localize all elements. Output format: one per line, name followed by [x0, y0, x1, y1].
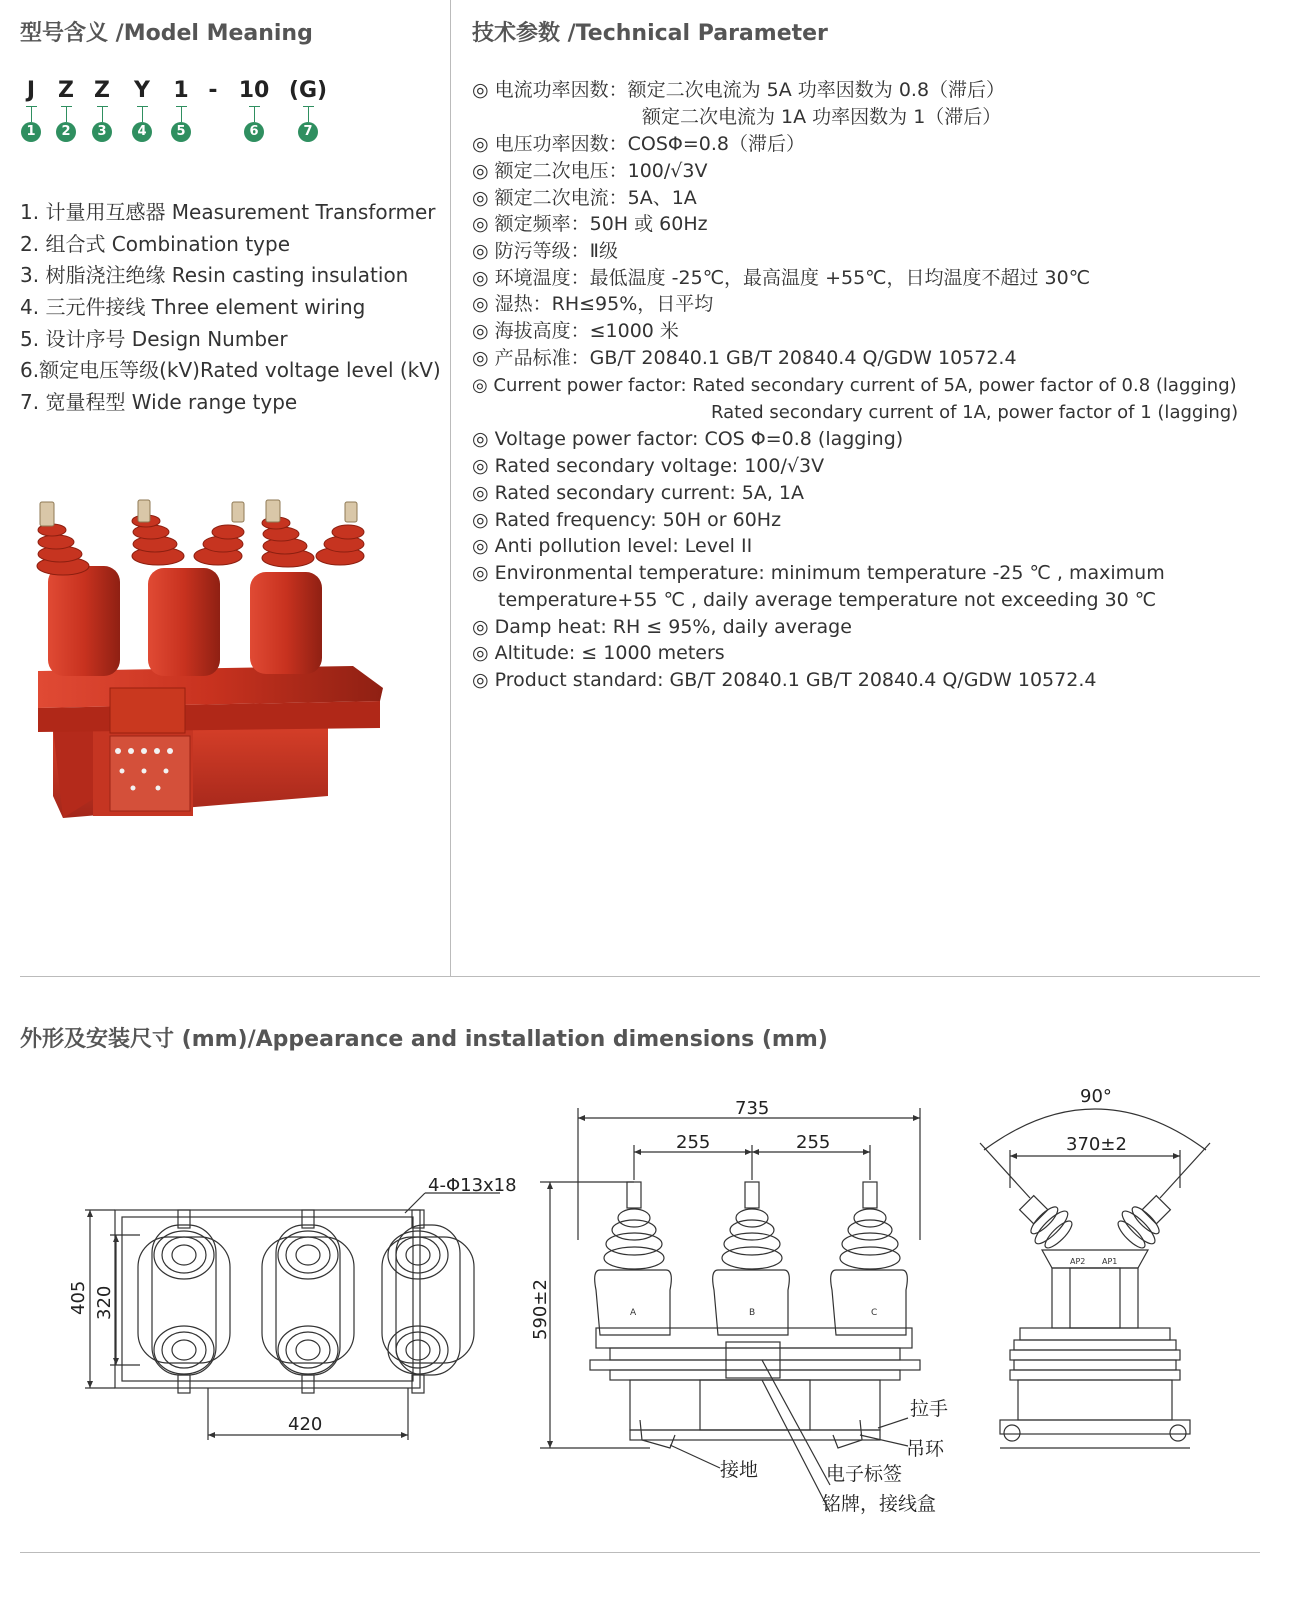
param-line: ◎ 电流功率因数：额定二次电流为 5A 功率因数为 0.8（滞后） — [472, 79, 1006, 101]
code-letter: Y — [134, 78, 150, 103]
param-line: ◎ Voltage power factor: COS Φ=0.8 (lagging) — [472, 428, 904, 450]
bottom-divider — [20, 1552, 1260, 1553]
param-line: 额定二次电流为 1A 功率因数为 1（滞后） — [642, 106, 1002, 128]
code-number-badge: 2 — [56, 122, 76, 142]
param-line: temperature+55 ℃ , daily average temperature not exceeding 30 ℃ — [498, 589, 1157, 611]
param-line: ◎ Damp heat: RH ≤ 95%, daily average — [472, 616, 852, 638]
meaning-item: 7. 宽量程型 Wide range type — [20, 390, 298, 414]
front-view-drawing — [530, 1090, 960, 1530]
angle-label: 90° — [1080, 1086, 1112, 1107]
param-line: ◎ 额定二次电流：5A、1A — [472, 187, 697, 209]
side-view-drawing — [970, 1078, 1220, 1468]
param-line: ◎ Product standard: GB/T 20840.1 GB/T 20840.4 Q/GDW 10572.4 — [472, 669, 1097, 691]
code-letter: J — [26, 78, 36, 103]
param-line: ◎ Rated secondary voltage: 100/√3V — [472, 455, 825, 477]
code-letter: (G) — [288, 78, 328, 103]
param-line: ◎ 额定二次电压：100/√3V — [472, 160, 708, 182]
hole-spec-label: 4-Φ13x18 — [428, 1175, 517, 1196]
height-inner-label: 320 — [94, 1285, 115, 1320]
meaning-item: 2. 组合式 Combination type — [20, 232, 291, 256]
mark-label: AP1 — [1102, 1257, 1118, 1266]
height-label: 590±2 — [530, 1279, 551, 1340]
phase-label: C — [871, 1308, 878, 1318]
meaning-item: 5. 设计序号 Design Number — [20, 327, 288, 351]
param-line: ◎ 湿热：RH≤95%，日平均 — [472, 293, 714, 315]
callout-nameplate: 铭牌，接线盒 — [822, 1493, 937, 1515]
param-line: ◎ 环境温度：最低温度 -25℃，最高温度 +55℃，日均温度不超过 30℃ — [472, 267, 1091, 289]
mark-label: AP2 — [1070, 1257, 1086, 1266]
code-letter: - — [208, 78, 218, 103]
param-line: ◎ Current power factor: Rated secondary current of 5A, power factor of 0.8 (lagging) — [472, 375, 1237, 396]
top-view-drawing — [60, 1165, 530, 1455]
code-number-badge: 7 — [298, 122, 318, 142]
callout-ground: 接地 — [720, 1459, 759, 1481]
technical-parameter-title: 技术参数 /Technical Parameter — [472, 21, 828, 46]
code-letter: 1 — [173, 78, 189, 103]
phase-label: A — [630, 1308, 637, 1318]
param-line: ◎ 电压功率因数：COSΦ=0.8（滞后） — [472, 133, 805, 155]
param-line: ◎ Anti pollution level: Level II — [472, 535, 753, 557]
meaning-item: 1. 计量用互感器 Measurement Transformer — [20, 200, 436, 224]
phase-label: B — [749, 1308, 756, 1318]
width-label: 420 — [288, 1414, 323, 1435]
height-outer-label: 405 — [68, 1280, 89, 1315]
meaning-item: 6.额定电压等级(kV)Rated voltage level (kV) — [20, 358, 441, 382]
meaning-item: 4. 三元件接线 Three element wiring — [20, 295, 366, 319]
param-line: ◎ Rated frequency: 50H or 60Hz — [472, 509, 782, 531]
param-line: ◎ 额定频率：50H 或 60Hz — [472, 213, 708, 235]
param-line: ◎ Altitude: ≤ 1000 meters — [472, 642, 725, 664]
span-label: 370±2 — [1066, 1134, 1127, 1155]
product-photo — [18, 496, 388, 822]
code-number-badge: 3 — [92, 122, 112, 142]
param-line: ◎ 海拔高度：≤1000 米 — [472, 320, 679, 342]
code-number-badge: 4 — [132, 122, 152, 142]
param-line: ◎ Rated secondary current: 5A, 1A — [472, 482, 805, 504]
code-number-badge: 6 — [244, 122, 264, 142]
callout-ring: 吊环 — [906, 1438, 945, 1460]
param-line: ◎ 防污等级：Ⅱ级 — [472, 240, 618, 262]
callout-handle: 拉手 — [910, 1398, 949, 1420]
callout-tag: 电子标签 — [826, 1463, 903, 1485]
param-line: ◎ Environmental temperature: minimum temperature -25 ℃ , maximum — [472, 562, 1165, 584]
param-line: Rated secondary current of 1A, power factor of 1 (lagging) — [711, 402, 1239, 423]
code-number-badge: 5 — [171, 122, 191, 142]
model-meaning-title: 型号含义 /Model Meaning — [20, 21, 313, 46]
meaning-item: 3. 树脂浇注绝缘 Resin casting insulation — [20, 263, 409, 287]
code-letter: Z — [58, 78, 74, 103]
dimensions-title: 外形及安装尺寸 (mm)/Appearance and installation dimensions (mm) — [20, 1027, 828, 1052]
column-divider — [450, 0, 451, 976]
code-letter: Z — [94, 78, 110, 103]
pitch-left-label: 255 — [676, 1132, 711, 1153]
section-divider — [20, 976, 1260, 977]
code-number-badge: 1 — [21, 122, 41, 142]
pitch-right-label: 255 — [796, 1132, 831, 1153]
width-label: 735 — [735, 1098, 770, 1119]
param-line: ◎ 产品标准：GB/T 20840.1 GB/T 20840.4 Q/GDW 10572.4 — [472, 347, 1017, 369]
code-letter: 10 — [238, 78, 270, 103]
